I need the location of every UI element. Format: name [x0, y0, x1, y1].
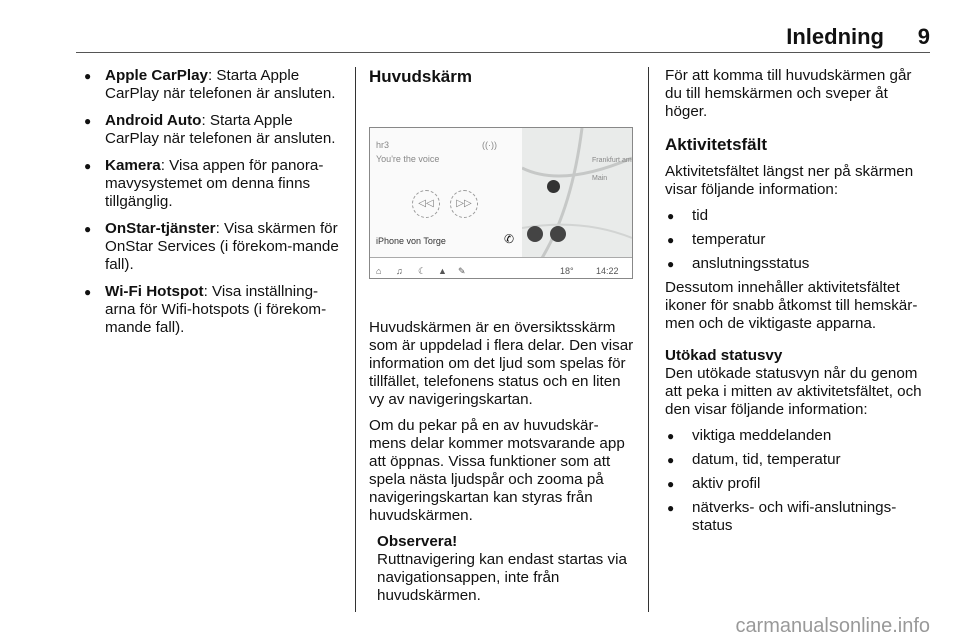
home-icon: ⌂ — [376, 266, 382, 276]
list-item: ● OnStar-tjänster: Visa skärmen för OnStar Services (i förekom-mande fall). — [84, 220, 342, 274]
info-icon — [550, 226, 566, 242]
header-rule — [76, 52, 930, 53]
info-list-1 — [665, 207, 930, 273]
paragraph: Om du pekar på en av huvudskär-mens delar kommer motsvarande app att öppnas. Vissa funktioner som att spela nästa ljudspår och zooma på navigeringskartan kan styras från huvudskärmen. — [369, 417, 625, 524]
paragraph: Den utökade statusvyn når du genom att peka i mitten av aktivitetsfältet, och den visar följande information: — [665, 365, 922, 418]
list-item: ● nätverks- och wifi-anslutnings-status — [667, 499, 930, 535]
list-item: ● viktiga meddelanden — [667, 427, 930, 445]
phone-app-icon: ☾ — [418, 266, 427, 276]
music-icon: ♫ — [396, 266, 403, 276]
list-item: ● aktiv profil — [667, 475, 930, 493]
zoom-out-icon — [527, 226, 543, 242]
next-icon: ▷▷ — [450, 190, 478, 218]
clock: 14:22 — [596, 266, 619, 276]
column-1 — [84, 67, 342, 346]
paragraph: Huvudskärmen är en översiktsskärm som är uppdelad i flera delar. Den visar information om det ljud som spelas för tillfället, telefonens status och en liten vy av navigeringskartan. — [369, 319, 634, 408]
activity-bar — [370, 257, 632, 278]
location-pin-icon — [547, 180, 560, 193]
section-heading: Aktivitetsfält — [665, 135, 768, 154]
list-item: ● Kamera: Visa appen för panora-mavysystemet om denna finns tillgänglig. — [84, 157, 342, 211]
note-box — [369, 533, 634, 605]
list-item: ● tid — [667, 207, 930, 225]
previous-icon: ◁◁ — [412, 190, 440, 218]
list-item: ● datum, tid, temperatur — [667, 451, 930, 469]
paragraph: För att komma till huvudskärmen går du till hemskärmen och sveper åt höger. — [665, 67, 912, 120]
audio-panel — [370, 128, 522, 258]
home-screen-illustration — [369, 127, 633, 279]
map-panel — [522, 128, 632, 258]
page-header — [0, 0, 960, 52]
paragraph: Dessutom innehåller aktivitetsfältet ikoner för snabb åtkomst till hemskär-men och de viktigaste apparna. — [665, 279, 918, 332]
info-list-2 — [665, 427, 930, 535]
column-3 — [665, 67, 930, 541]
list-item: ● anslutningsstatus — [667, 255, 930, 273]
column-2 — [369, 67, 634, 613]
note-text: Ruttnavigering kan endast startas via navigationsappen, inte från huvudskärmen. — [377, 551, 627, 604]
paragraph: Aktivitetsfältet längst ner på skärmen visar följande information: — [665, 163, 914, 198]
track-subtitle: You're the voice — [376, 154, 440, 164]
phone-name: iPhone von Torge — [376, 236, 446, 246]
section-heading: Huvudskärm — [369, 67, 472, 86]
list-item: ● Apple CarPlay: Starta Apple CarPlay när telefonen är ansluten. — [84, 67, 342, 103]
phone-icon: ✆ — [504, 232, 515, 246]
navigation-icon: ▲ — [438, 266, 447, 276]
list-item: ● Wi-Fi Hotspot: Visa inställning-arna för Wifi-hotspots (i förekom-mande fall). — [84, 283, 342, 337]
page-number: 9 — [917, 24, 930, 49]
feature-list — [84, 67, 342, 337]
subheading: Utökad statusvy — [665, 347, 783, 364]
list-item: ● Android Auto: Starta Apple CarPlay när telefonen är ansluten. — [84, 112, 342, 148]
map-city-label: Frankfurt am Main — [592, 157, 632, 182]
station-name: hr3 — [376, 140, 390, 150]
column-divider-2 — [648, 67, 649, 612]
note-heading: Observera! — [377, 533, 458, 550]
signal-icon: ((·)) — [482, 140, 497, 150]
list-item: ● temperatur — [667, 231, 930, 249]
watermark: carmanualsonline.info — [735, 615, 930, 637]
column-divider-1 — [355, 67, 356, 612]
page-title: Inledning — [786, 24, 884, 49]
temperature: 18° — [560, 266, 574, 276]
app-icon: ✎ — [458, 266, 466, 276]
